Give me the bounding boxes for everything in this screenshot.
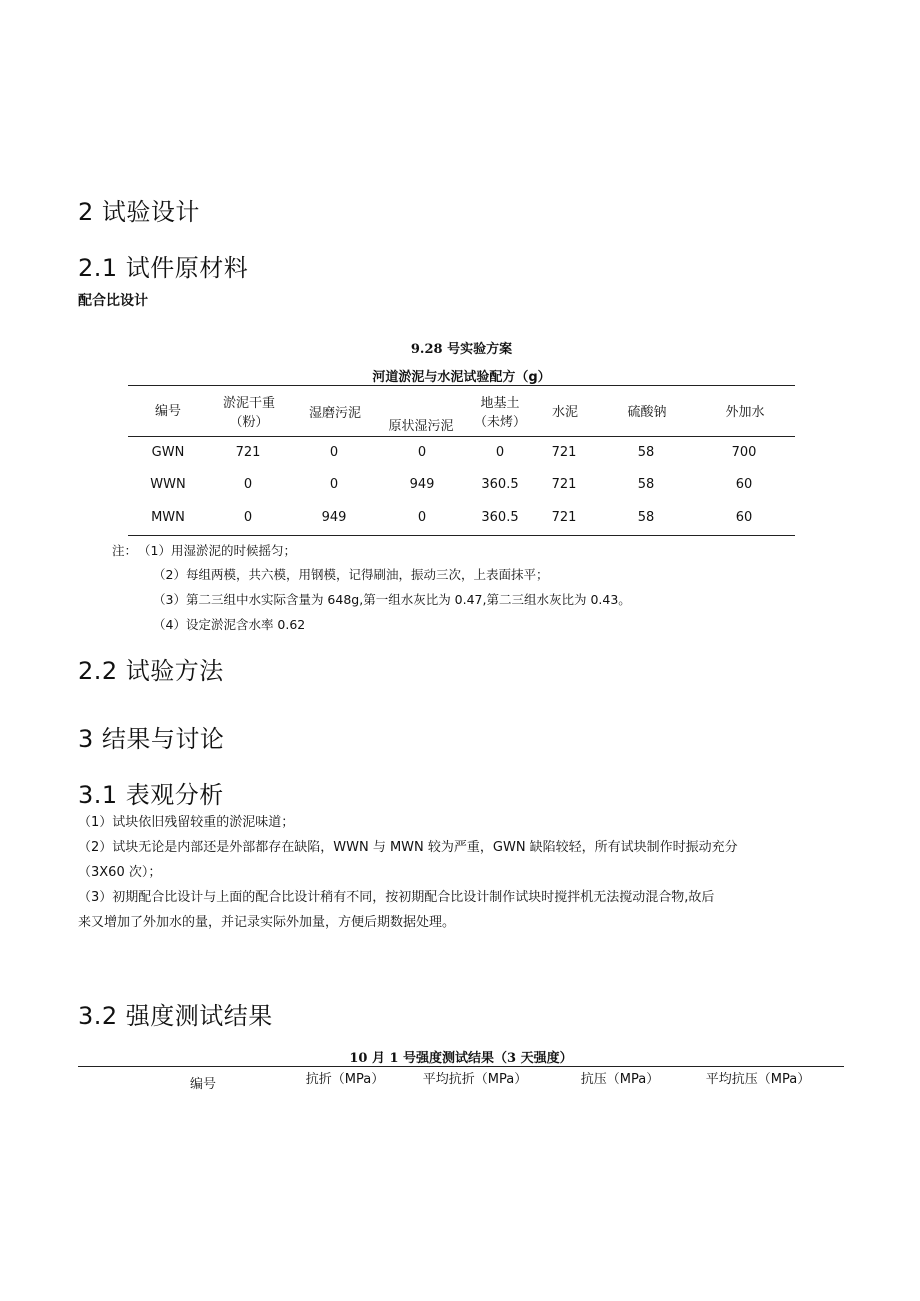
table1-header-cement: 水泥	[551, 405, 578, 420]
analysis-item-1: （1）试块依旧残留较重的淤泥味道；	[78, 815, 295, 830]
analysis-item-3: （3）初期配合比设计与上面的配合比设计稍有不同，按初期配合比设计制作试块时搅拌机无法搅动混合物,故后 来又增加了外加水的量，并记录实际外加量，方便后期数据处理。	[78, 890, 715, 930]
heading-2-1: 2.1 试件原材料	[78, 254, 249, 282]
table1-header-added-water: 外加水	[725, 405, 765, 420]
note-item: （4）设定淤泥含水率 0.62	[153, 617, 306, 632]
heading-3-2: 3.2 强度测试结果	[78, 1002, 273, 1030]
table2-header-avg-flexural: 平均抗折（MPa）	[422, 1072, 528, 1087]
table2-top-rule	[78, 1066, 844, 1067]
table1-header-id: 编号	[154, 404, 181, 419]
table1-header-raw-wet-sludge: 原状湿污泥	[388, 419, 454, 434]
table1-top-rule	[128, 385, 795, 386]
heading-3: 3 结果与讨论	[78, 725, 225, 753]
note-item: （2）每组两模，共六模，用钢模，记得刷油，振动三次，上表面抹平；	[153, 567, 549, 582]
table2-header-avg-compressive: 平均抗压（MPa）	[705, 1072, 811, 1087]
table1-header-wet-ground-sludge: 湿磨污泥	[308, 406, 361, 421]
table1-bottom-rule	[128, 535, 795, 536]
note-item: （1）用湿淤泥的时候摇匀；	[138, 543, 296, 558]
heading-2: 2 试验设计	[78, 198, 200, 226]
table1-header-sodium-sulfate: 硫酸钠	[627, 405, 667, 420]
table2-header-flexural: 抗折（MPa）	[305, 1072, 385, 1087]
table2-header-compressive: 抗压（MPa）	[580, 1072, 660, 1087]
analysis-item-2: （2）试块无论是内部还是外部都存在缺陷，WWN 与 MWN 较为严重，GWN 缺陷较轻，所有试块制作时振动充分 （3X60 次）；	[78, 840, 738, 880]
table1-title: 9.28 号实验方案	[410, 342, 513, 357]
heading-2-2: 2.2 试验方法	[78, 657, 224, 685]
notes-label: 注：	[112, 543, 138, 558]
subheading-mix-design: 配合比设计	[78, 293, 148, 309]
heading-3-1: 3.1 表观分析	[78, 781, 224, 809]
table1-header-dry-mud: 淤泥干重 （粉）	[222, 396, 275, 430]
table1-header-rule	[128, 436, 795, 437]
table1-header-foundation-soil: 地基土 （未烤）	[473, 396, 526, 430]
table2-header-id: 编号	[189, 1077, 216, 1092]
table2-caption: 10 月 1 号强度测试结果（3 天强度）	[349, 1051, 573, 1066]
note-item: （3）第二三组中水实际含量为 648g,第一组水灰比为 0.47,第二三组水灰比为 0.43。	[153, 592, 631, 607]
table1-caption: 河道淤泥与水泥试验配方（g）	[372, 370, 551, 385]
